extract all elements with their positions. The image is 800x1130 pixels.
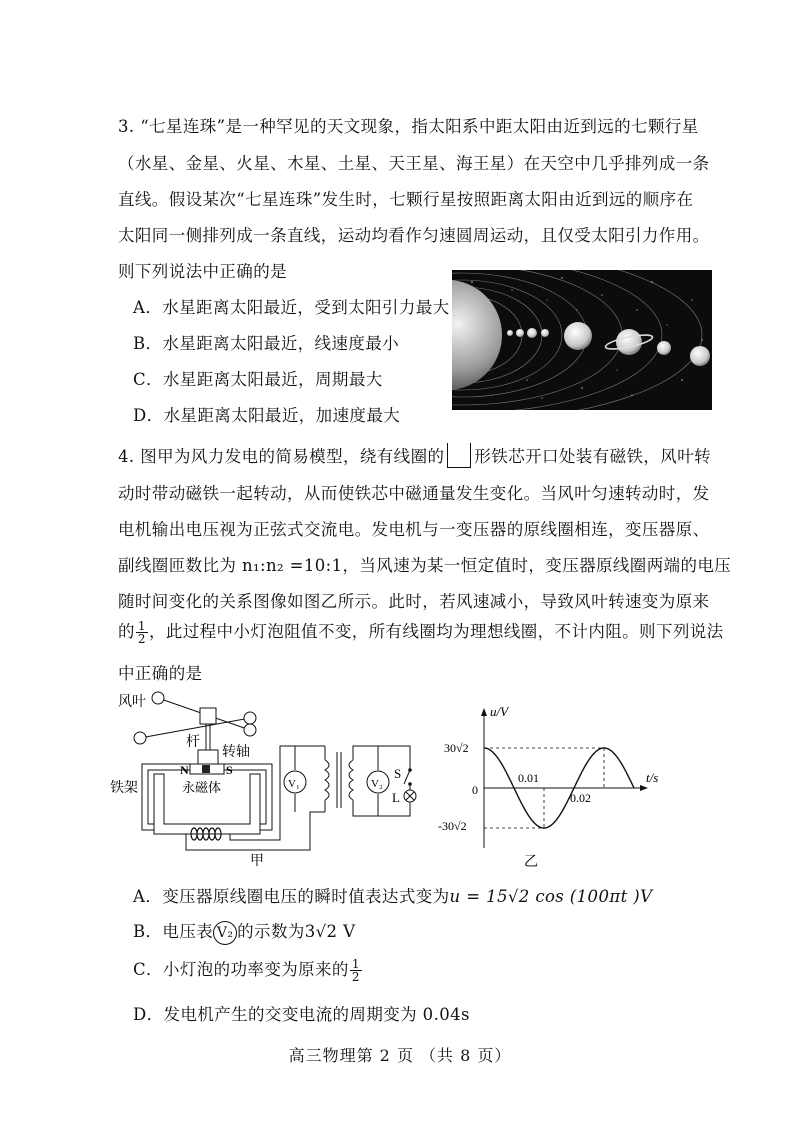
magnet-s-label: S (226, 763, 233, 777)
fraction-one-half (136, 620, 148, 645)
q4-option-b (133, 918, 355, 945)
q3-stem-line-2: （水星、金星、火星、木星、土星、天王星、海王星）在天空中几乎排列成一条 (118, 154, 710, 173)
fraction-one-half (350, 958, 362, 983)
y-min-tick-label: -30√2 (438, 819, 467, 833)
q4-option-b-text-b: 的示数为3√2 V (237, 922, 356, 941)
q4-option-c (133, 956, 363, 983)
x-tick-label-1: 0.01 (518, 771, 539, 785)
q3-option-b: B．水星距离太阳最近，线速度最小 (133, 334, 400, 353)
voltage-time-chart (436, 702, 666, 870)
voltmeter-v2-icon: V₂ (213, 921, 237, 945)
x-tick-label-2: 0.02 (570, 791, 591, 805)
x-axis-label: t/s (646, 770, 659, 785)
q4-stem-line-6 (118, 618, 724, 645)
q4-option-a-formula: u = 15√2 cos (100πt )V (449, 887, 653, 906)
fraction-numerator: 1 (351, 957, 360, 971)
q4-stem-line-4: 副线圈匝数比为 n₁:n₂ =10:1，当风速为某一恒定值时，变压器原线圈两端的电压 (118, 556, 732, 575)
magnet-n-label: N (180, 763, 189, 777)
v1-label: V₁ (288, 778, 300, 790)
origin-label: 0 (472, 783, 478, 797)
lamp-label: L (392, 790, 400, 805)
magnet-label: 永磁体 (182, 780, 222, 795)
fraction-denominator: 2 (137, 632, 146, 646)
page-footer: 高三物理第 2 页 （共 8 页） (288, 1046, 512, 1065)
generator-diagram (110, 690, 440, 870)
q4-stem-line-2: 动时带动磁铁一起转动，从而使铁芯中磁通量发生变化。当风叶匀速转动时，发 (118, 484, 710, 503)
v2-label: V₂ (371, 778, 383, 790)
q3-stem-line-1: 3. “七星连珠”是一种罕见的天文现象，指太阳系中距太阳由近到远的七颗行星 (118, 117, 699, 136)
q4-stem-line-5: 随时间变化的关系图像如图乙所示。此时，若风速减小，导致风叶转速变为原来 (118, 592, 710, 611)
q4-stem-line-7: 中正确的是 (118, 664, 203, 683)
fan-label: 风叶 (118, 695, 146, 710)
y-axis-label: u/V (490, 704, 509, 719)
u-shaped-core-icon (447, 443, 471, 468)
fraction-numerator: 1 (137, 619, 146, 633)
q4-stem-line-1-text-a: 4. 图甲为风力发电的简易模型，绕有线圈的 (118, 447, 445, 466)
q4-option-b-text-a: B．电压表 (133, 922, 214, 941)
q4-stem-line-1-text-b: 形铁芯开口处装有磁铁，风叶转 (474, 447, 711, 466)
solar-system-image (452, 270, 712, 410)
q4-option-d: D．发电机产生的交变电流的周期变为 0.04s (133, 1005, 470, 1024)
q4-stem-line-3: 电机输出电压视为正弦式交流电。发电机与一变压器的原线圈相连，变压器原、 (118, 520, 710, 539)
q4-option-a-text: A．变压器原线圈电压的瞬时值表达式变为 (133, 887, 450, 906)
q3-option-c: C．水星距离太阳最近，周期最大 (133, 370, 383, 389)
figure-yi-caption: 乙 (524, 855, 538, 870)
q4-option-c-text: C．小灯泡的功率变为原来的 (133, 960, 349, 979)
q3-stem-line-4: 太阳同一侧排列成一条直线，运动均看作匀速圆周运动，且仅受太阳引力作用。 (118, 226, 710, 245)
q4-stem-line-6-text-b: ，此过程中小灯泡阻值不变，所有线圈均为理想线圈，不计内阻。则下列说法 (148, 622, 724, 641)
q4-stem-line-6-text-a: 的 (118, 622, 135, 641)
q3-option-d: D．水星距离太阳最近，加速度最大 (133, 406, 401, 425)
y-max-tick-label: 30√2 (444, 741, 469, 755)
frame-label: 铁架 (110, 781, 138, 796)
q3-stem-line-3: 直线。假设某次“七星连珠”发生时，七颗行星按照距离太阳由近到远的顺序在 (118, 190, 694, 209)
q4-option-a (133, 883, 652, 907)
rod-label: 杆 (186, 735, 200, 750)
fraction-denominator: 2 (351, 970, 360, 984)
q4-stem-line-1 (118, 443, 711, 468)
q3-stem-line-5: 则下列说法中正确的是 (118, 262, 287, 281)
switch-label: S (394, 766, 402, 781)
shaft-label: 转轴 (222, 745, 250, 760)
q3-option-a: A．水星距离太阳最近，受到太阳引力最大 (133, 298, 450, 317)
figure-jia-caption: 甲 (250, 854, 264, 869)
